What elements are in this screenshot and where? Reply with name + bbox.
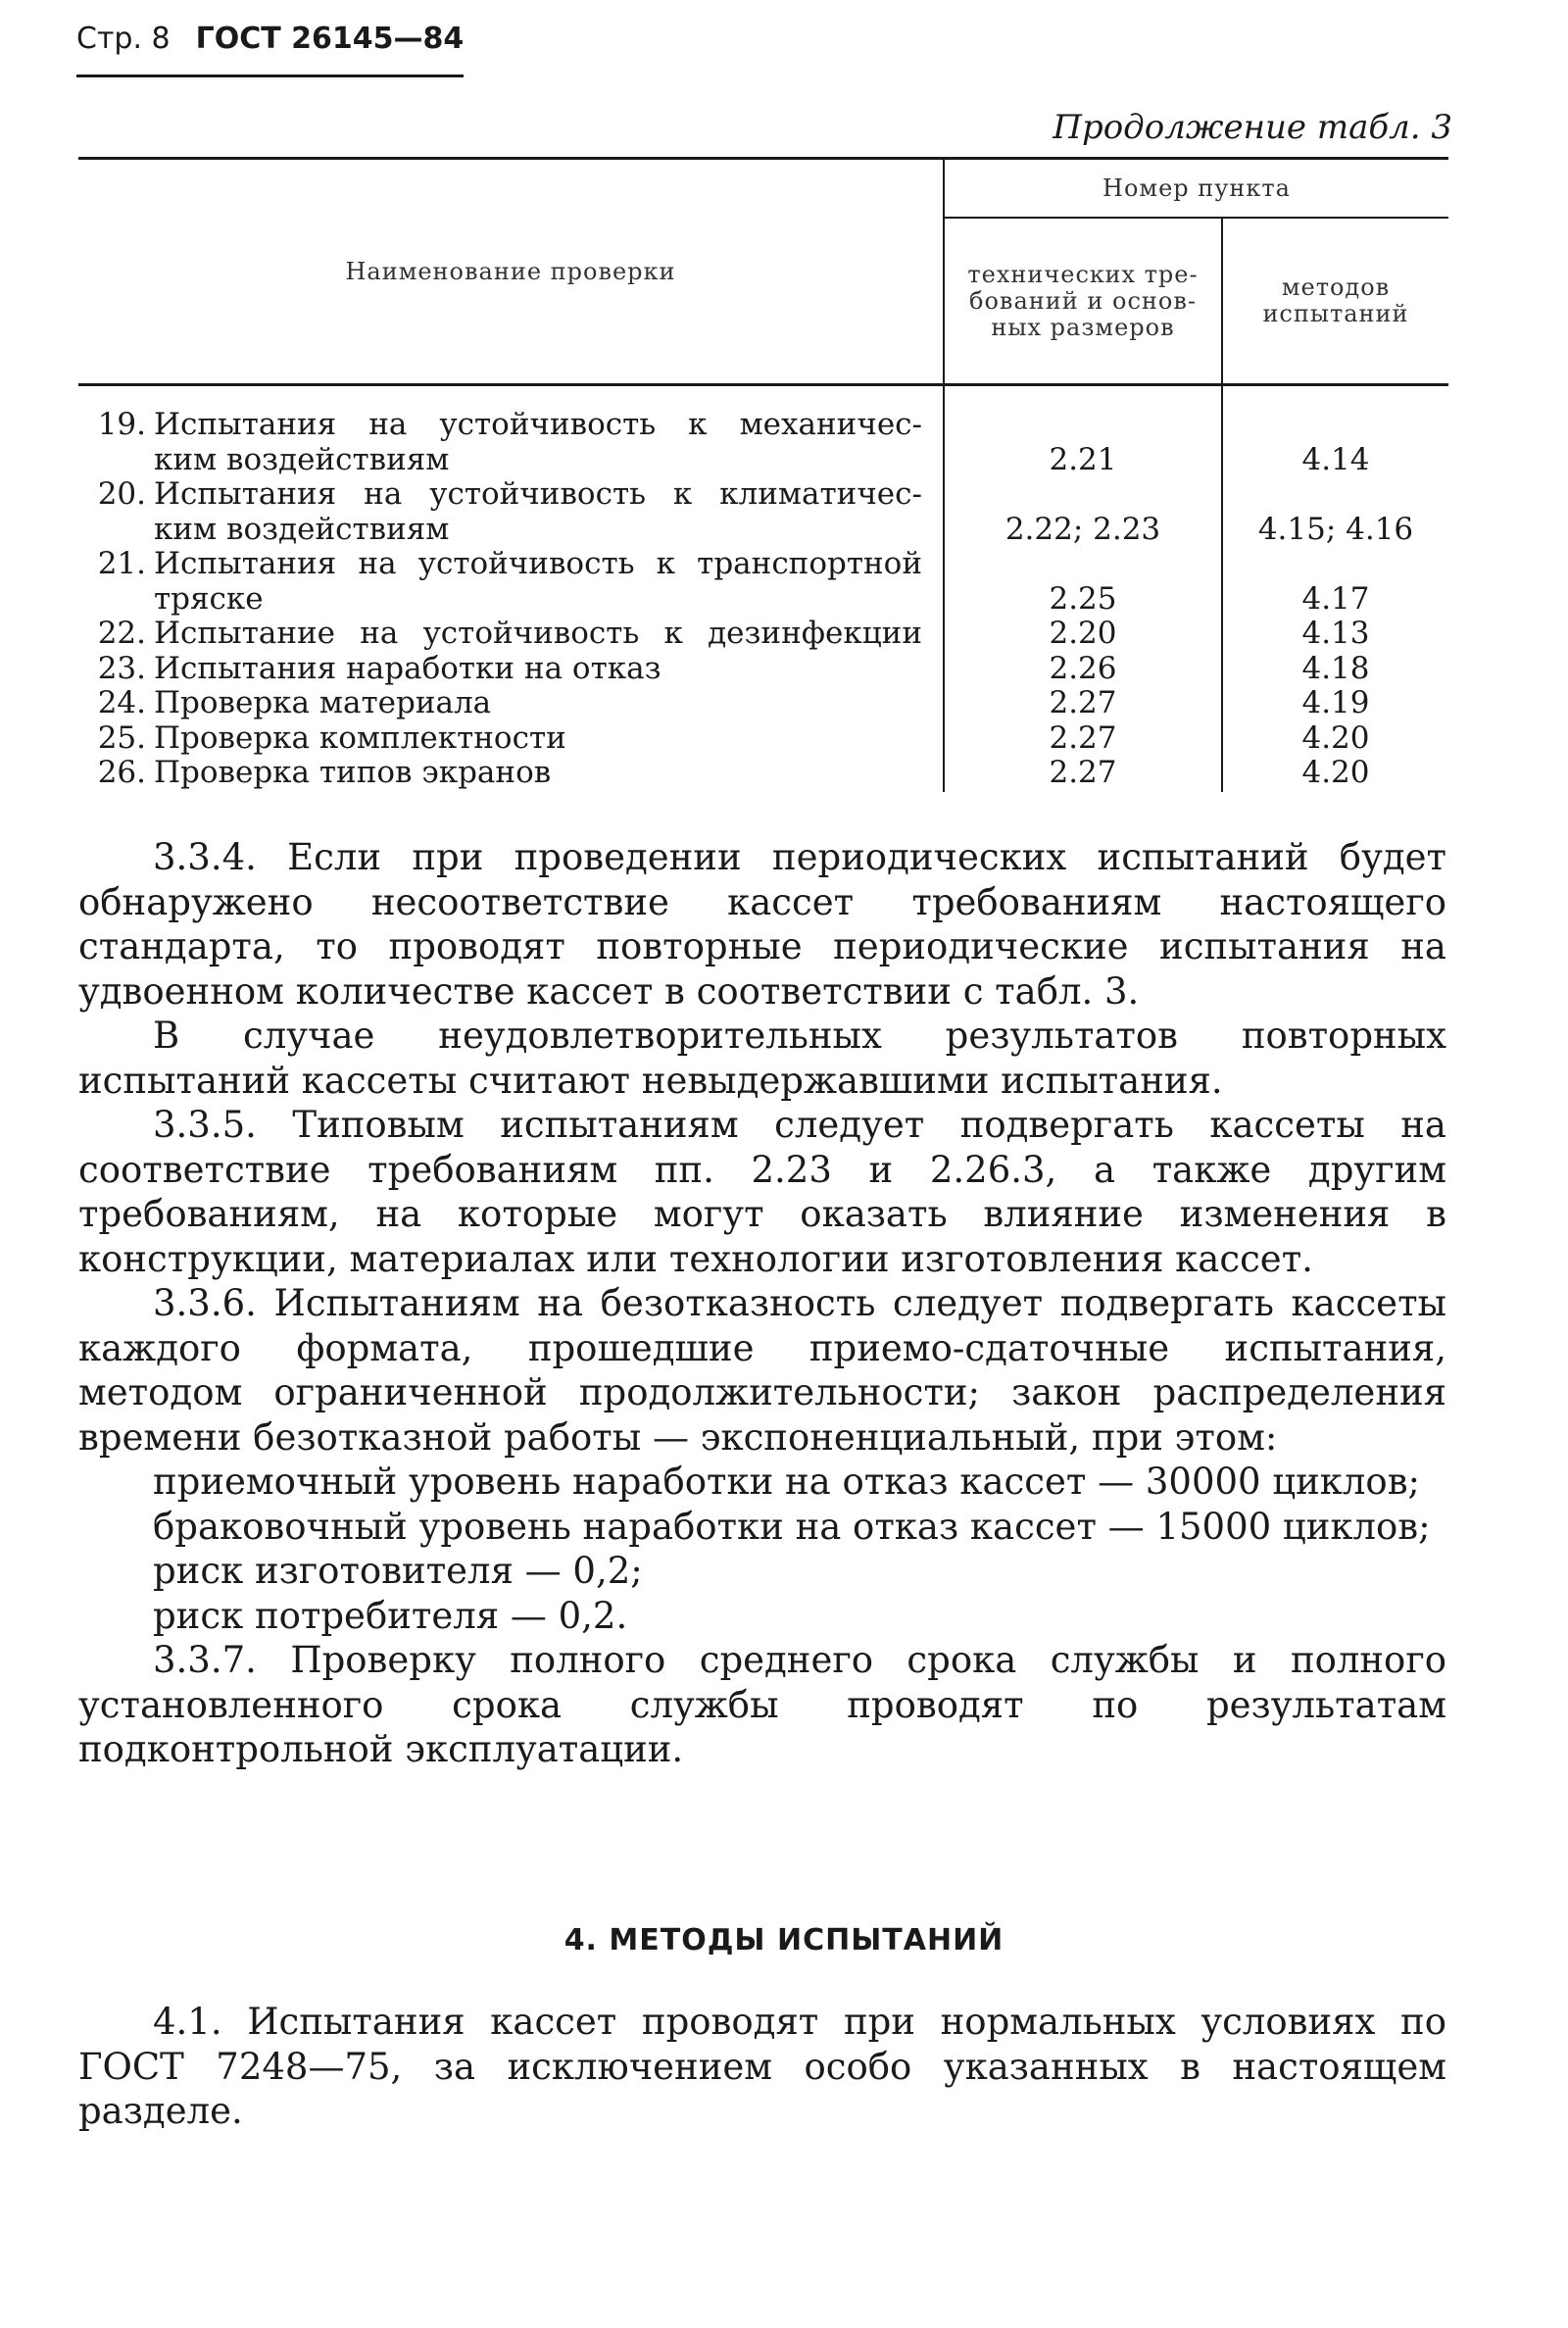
column-header-methods: методов испытаний bbox=[1222, 218, 1448, 385]
table-body-tech: 2.21 2.22; 2.23 2.25 2.20 2.26 2.27 2.27 2.27 bbox=[944, 385, 1222, 792]
table-row: 26. Проверка типов экранов bbox=[97, 755, 552, 790]
table-row: 23. Испытания наработки на отказ bbox=[97, 650, 662, 686]
column-header-tech: техничесĸих тре- бований и основ- ных размеров bbox=[944, 218, 1222, 385]
table-row: 25. Проверка комплектности bbox=[97, 719, 566, 756]
paragraph-3-3-4-b: В случае неудовлетворительных результатов повторных испытаний кассеты считают невыдержавшими испытания. bbox=[78, 1015, 1446, 1102]
table-3 bbox=[78, 157, 1448, 792]
paragraph-3-3-7: 3.3.7. Проверку полного среднего срока службы и полного установленного срока службы проводят по результатам подконтрольной эксплуатации. bbox=[78, 1639, 1446, 1770]
page-number: Стр. 8 bbox=[76, 22, 171, 56]
table-body-methods: 4.14 4.15; 4.16 4.17 4.13 4.18 4.19 4.20 4.20 bbox=[1222, 385, 1448, 792]
paragraph-3-3-6-c: риск изготовителя — 0,2; bbox=[153, 1550, 643, 1592]
paragraph-3-3-4: 3.3.4. Если при проведении периодических испытаний будет обнаружено несоответствие кассет требованиям настоящего стандарта, то проводят повторные периодические испытания на удвоенном количестве кассет в соответствии с табл. 3. bbox=[78, 836, 1446, 1013]
paragraph-3-3-5: 3.3.5. Типовым испытаниям следует подвергать кассеты на соответствие требованиям пп. 2.23 и 2.26.3, а также другим требованиям, на которые могут оказать влияние изменения в конструкции, материалах или технологии изготовления кассет. bbox=[78, 1104, 1446, 1280]
table-continuation-label: Продолжение табл. 3 bbox=[1053, 108, 1452, 147]
section-4-text bbox=[78, 2000, 1446, 2134]
section-4-title: 4. МЕТОДЫ ИСПЫТАНИЙ bbox=[564, 1923, 1004, 1957]
standard-number: ГОСТ 26145—84 bbox=[195, 22, 465, 56]
paragraph-3-3-6-b: браковочный уровень наработки на отказ кассет — 15000 циклов; bbox=[153, 1505, 1431, 1548]
paragraph-3-3-6-d: риск потребителя — 0,2. bbox=[153, 1594, 628, 1637]
table-row: 20. Испытания на устойчивость к климатичес- bbox=[97, 476, 922, 512]
table-row: 21. Испытания на устойчивость к транспортной bbox=[97, 546, 922, 581]
paragraph-3-3-6: 3.3.6. Испытаниям на безотказность следует подвергать кассеты каждого формата, прошедшие приемо-сдаточные испытания, методом ограниченной продолжительности; закон распределения времени безотказной работы — экспоненциальный, при этом: bbox=[78, 1282, 1446, 1459]
column-header-name: Наименование проверки bbox=[78, 159, 944, 385]
paragraph-4-1: 4.1. Испытания кассет проводят при нормальных условиях по ГОСТ 7248—75, за исключением особо указанных в настоящем разделе. bbox=[78, 2001, 1446, 2132]
column-group-header: Номер пункта bbox=[944, 159, 1448, 219]
table-body-names: 19. Испытания на устойчивость к механичес- ким воздействиям 20. Испытания на устойчивость к климатичес- ким воздействиям 21. Испытания на устойчивость к транспортной тряске 22. Испытание на устойчивость к дезинфекции 23. Испытания наработки на отказ 24. Проверка материала 25. Проверка комплектности 26. Проверка типов экранов bbox=[78, 385, 944, 792]
table-row: 24. Проверка материала bbox=[97, 685, 492, 720]
body-text bbox=[78, 835, 1446, 1772]
paragraph-3-3-6-a: приемочный уровень наработки на отказ кассет — 30000 циклов; bbox=[153, 1461, 1420, 1503]
page-header bbox=[76, 22, 464, 77]
table-row: 19. Испытания на устойчивость к механичес- bbox=[97, 407, 922, 442]
table-row: 22. Испытание на устойчивость к дезинфекции bbox=[97, 616, 922, 651]
